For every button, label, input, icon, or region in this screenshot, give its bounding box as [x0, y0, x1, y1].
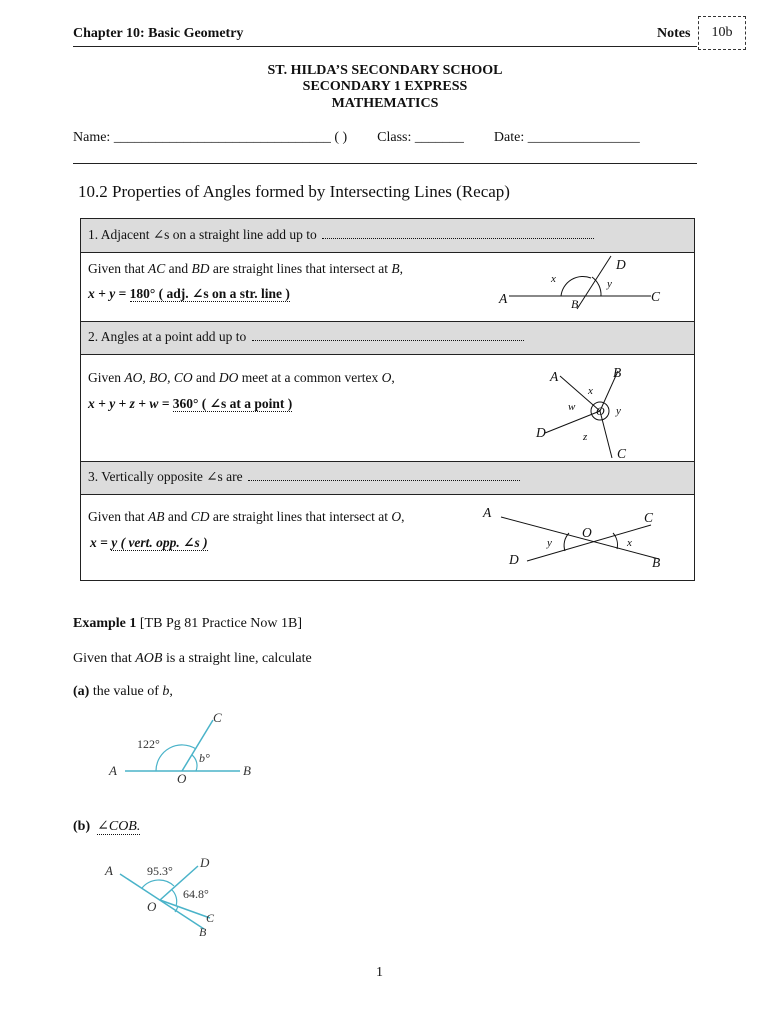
diag3-label-C: C: [644, 510, 654, 525]
property-3-heading-row: [81, 461, 694, 495]
properties-table: [80, 218, 695, 581]
diag2-label-O: O: [596, 404, 605, 418]
fig-b-label-C: C: [206, 911, 215, 925]
fig-b-angle-64: 64.8°: [183, 887, 209, 901]
property-1-answer: 180° ( adj. ∠s on a str. line ): [129, 286, 290, 301]
diag2-label-C: C: [617, 446, 627, 461]
diag2-label-D: D: [536, 425, 546, 440]
diag3-label-B: B: [652, 555, 661, 570]
diag3-label-x: x: [627, 537, 632, 549]
date-field[interactable]: Date: ________________: [493, 130, 640, 145]
diag1-label-C: C: [651, 289, 661, 304]
header-divider: [73, 46, 697, 47]
property-2-equation: x + y + z + w = 360° ( ∠s at a point ): [88, 396, 293, 411]
diag2-label-y: y: [616, 405, 621, 417]
diag1-label-D: D: [616, 257, 626, 272]
fig-b-label-A: A: [105, 863, 113, 878]
diag1-label-x: x: [551, 273, 556, 285]
property-3-heading: 3. Vertically opposite ∠s are: [88, 469, 243, 484]
diag2-label-x: x: [588, 385, 593, 397]
diag3-label-A: A: [483, 505, 492, 520]
property-2-answer: 360° ( ∠s at a point ): [172, 396, 293, 411]
diag1-label-y: y: [607, 278, 612, 290]
answer-blank[interactable]: [248, 480, 520, 481]
chapter-title: Chapter 10: Basic Geometry: [73, 26, 244, 41]
adjacent-angles-diagram: [491, 253, 691, 321]
property-1-given: Given that AC and BD are straight lines that intersect at B,: [88, 261, 403, 276]
property-3-answer: y ( vert. opp. ∠s ): [111, 535, 208, 550]
fig-b-label-B: B: [199, 925, 207, 939]
fig-a-angle-122: 122°: [137, 737, 160, 751]
property-1-equation: x + y = 180° ( adj. ∠s on a str. line ): [88, 286, 290, 301]
diag2-label-w: w: [568, 401, 576, 413]
fig-a-angle-b: b°: [199, 751, 210, 765]
fig-b-label-D: D: [200, 855, 210, 870]
property-3-equation: x = y ( vert. opp. ∠s ): [90, 535, 208, 550]
school-level: SECONDARY 1 EXPRESS: [302, 79, 468, 94]
info-divider: [73, 163, 697, 164]
property-2-given: Given AO, BO, CO and DO meet at a common vertex O,: [88, 370, 395, 385]
fig-a-label-A: A: [109, 763, 117, 778]
diag1-label-A: A: [499, 291, 508, 306]
example-given: Given that AOB is a straight line, calculate: [73, 651, 312, 666]
property-1-heading-row: [81, 219, 694, 253]
school-subject: MATHEMATICS: [331, 96, 439, 111]
answer-blank[interactable]: [252, 340, 524, 341]
example-part-b: (b) ∠COB.: [73, 819, 141, 834]
name-field[interactable]: Name: _______________________________ ( ): [73, 130, 348, 145]
student-info-row: [73, 130, 640, 146]
diag1-label-B: B: [571, 297, 579, 311]
diag2-label-B: B: [613, 365, 622, 380]
property-2-heading: 2. Angles at a point add up to: [88, 329, 247, 344]
school-name: ST. HILDA’S SECONDARY SCHOOL: [267, 63, 503, 78]
fig-b-label-O: O: [147, 899, 157, 914]
section-title: 10.2 Properties of Angles formed by Intersecting Lines (Recap): [78, 182, 510, 201]
property-2-heading-row: [81, 321, 694, 355]
class-field[interactable]: Class: _______: [377, 130, 464, 145]
diag2-label-z: z: [583, 431, 588, 443]
diag2-label-A: A: [550, 369, 559, 384]
notes-label: Notes: [657, 26, 691, 41]
diag3-label-D: D: [509, 552, 519, 567]
diag3-label-O: O: [582, 525, 592, 540]
property-1-heading: 1. Adjacent ∠s on a straight line add up to: [88, 227, 317, 242]
example-part-a: (a) the value of b,: [73, 684, 173, 699]
fig-b-angle-95: 95.3°: [147, 864, 173, 878]
example-title: Example 1 [TB Pg 81 Practice Now 1B]: [73, 616, 303, 631]
answer-blank[interactable]: [322, 238, 594, 239]
diag3-label-y: y: [547, 537, 552, 549]
fig-a-label-C: C: [213, 710, 222, 725]
fig-a-label-B: B: [243, 763, 251, 778]
property-3-given: Given that AB and CD are straight lines that intersect at O,: [88, 509, 405, 524]
notes-code-box: 10b: [698, 16, 746, 50]
fig-a-label-O: O: [177, 771, 187, 786]
page-number: 1: [376, 965, 383, 980]
